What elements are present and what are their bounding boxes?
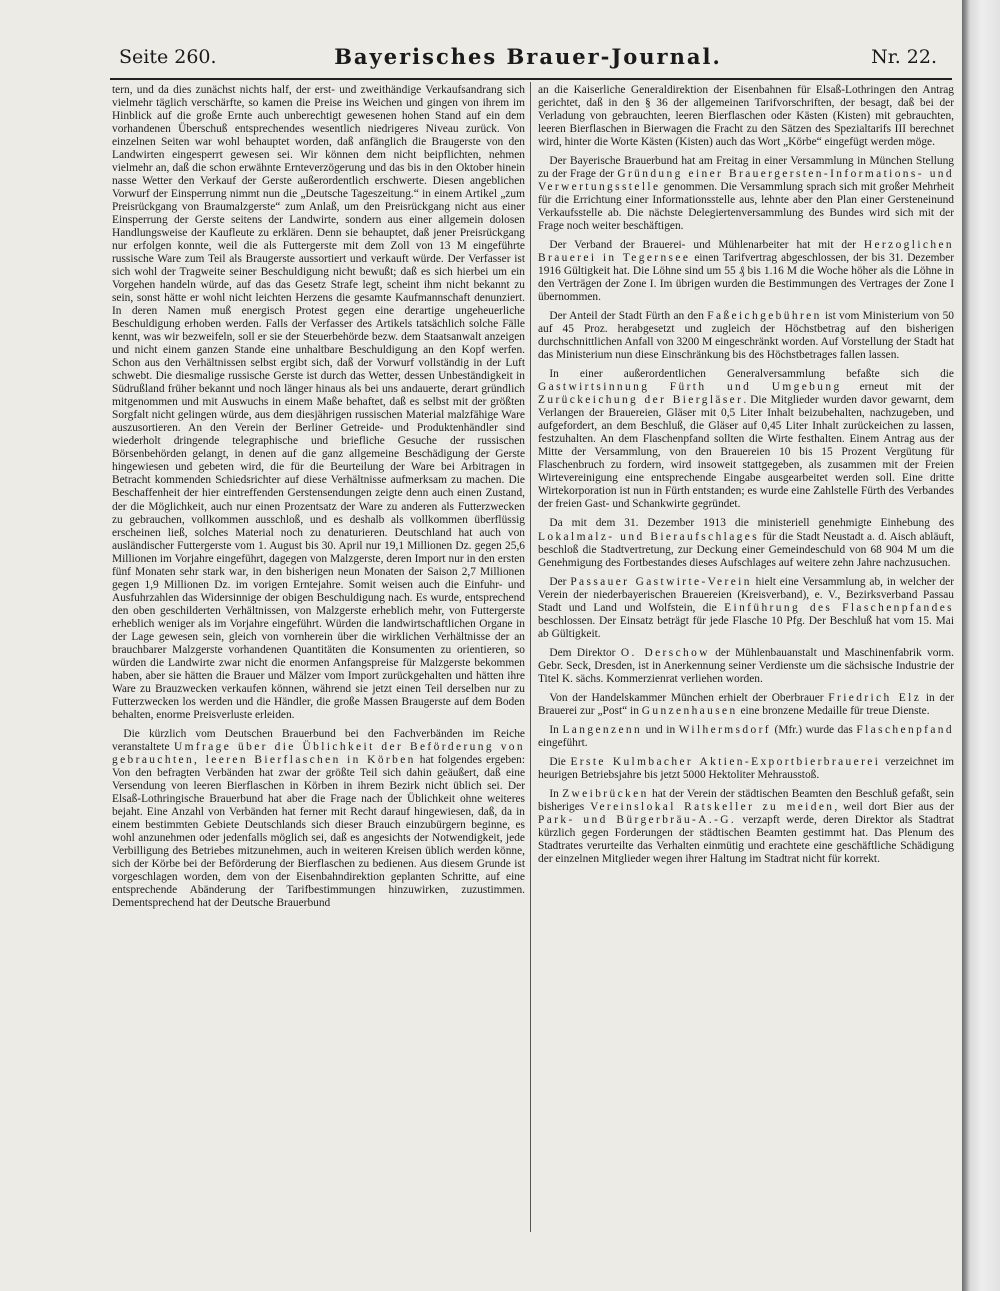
column-divider [530,82,531,1232]
page-number: Seite 260. [119,46,217,68]
paragraph: Der Bayerische Brauerbund hat am Freitag in einer Versammlung in München Stellung zu der Frage der Gründung einer Brauergersten-Informations- und Verwertungsstelle genommen. Die Versammlung sprach sich mit großer Mehrheit für die Errichtung einer Informationsstelle aus, lehnte aber den Plan einer Gersteneinund Verkaufsstelle ab. Die nächste Delegiertenversammlung des Bundes wird sich mit der Frage noch weiter beschäftigen. [538,155,954,233]
paragraph: Die kürzlich vom Deutschen Brauerbund bei den Fachverbänden im Reiche veranstaltete Umfrage über die Üblichkeit der Beförderung von gebrauchten, leeren Bierflaschen in Körben hat folgendes ergeben: Von den befragten Verbänden hat zwar der größte Teil sich dahin geäußert, daß eine Versendung von leeren Bierflaschen in Körben in ihrem Bezirk nicht üblich sei. Der Elsaß-Lothringische Brauerbund hat aber die Frage nach der Üblichkeit ohne weiteres bejaht. Eine Anzahl von Verbänden hat ferner mit Recht darauf hingewiesen, daß, da in einem bestimmten Gebiete Deutschlands sich dieser Brauch einzubürgern beginne, es wohl anzunehmen oder jedenfalls möglich sei, daß es angesichts der Notwendigkeit, jede Verbilligung des Betriebes mitzunehmen, auch in weiteren Kreisen üblich werden könne, sich der Körbe bei der Beförderung der Bierflaschen zu bedienen. Aus diesem Grunde ist vorgeschlagen worden, dem von der Eisenbahndirektion geplanten Schritte, auf eine entsprechende Abänderung der Tarifbestimmungen hinzuwirken, zuzustimmen. Dementsprechend hat der Deutsche Brauerbund [112,727,525,909]
paragraph: In Zweibrücken hat der Verein der städtischen Beamten den Beschluß gefaßt, sein bisheriges Vereinslokal Ratskeller zu meiden, weil dort Bier aus der Park- und Bürgerbräu-A.-G. verzapft werde, deren Direktor als Stadtrat kürzlich gegen Forderungen der städtischen Beamten gestimmt hat. Das Plenum des Stadtrates verurteilte das Verhalten einmütig und erachtete eine geschäftliche Schädigung der einzelnen Mitglieder wegen ihrer Haltung im Stadtrat nicht für korrekt. [538,787,954,865]
paragraph: an die Kaiserliche Generaldirektion der Eisenbahnen für Elsaß-Lothringen den Antrag gerichtet, daß in den § 36 der allgemeinen Tarifvorschriften, der besagt, daß bei der Verladung von gebrauchten, leeren Bierflaschen oder Kästen (Kisten) mit gebrauchten, leeren Bierflaschen in Bierwagen die Fracht zu den Sätzen des Spezialtarifs III berechnet wird, hinter die Worte Kästen (Kisten) auch das Wort „Körbe“ eingefügt werden möge. [538,84,954,149]
paragraph: Da mit dem 31. Dezember 1913 die ministeriell genehmigte Einhebung des Lokalmalz- und Bieraufschlages für die Stadt Neustadt a. d. Aisch abläuft, beschloß die Stadtvertretung, zur Deckung einer Gemeindeschuld von 68 904 M um die Genehmigung des Fortbestandes dieses Aufschlages auf weitere zehn Jahre nachzusuchen. [538,517,954,569]
paragraph: tern, und da dies zunächst nichts half, der erst- und zweithändige Verkaufsandrang sich vielmehr täglich verschärfte, so kamen die Preise ins Weichen und gingen von ihrem im Hinblick auf die große Ernte auch unberechtigt gewesenen hohen Stand auf ein dem vorhandenen Überschuß entsprechendes wesentlich niedrigeres Niveau zurück. Von einzelnen Seiten war wohl behauptet worden, daß anfänglich die Braugerste von den Landwirten eingesperrt gewesen sei. Wir können dem nicht beipflichten, nehmen vielmehr an, daß die schon erwähnte Ernteverzögerung und das bis in den Oktober hinein nasse Wetter den Verkauf der Gerste außerordentlich erschwerte. Diesen angeblichen Vorwurf der Einsperrung nimmt nun die „Deutsche Tageszeitung.“ in einem Artikel „zum Preisrückgang von Braumalzgerste“ zum Anlaß, um den Preisrückgang nicht aus einer Einsperrung der Gerste seitens der Landwirte, sondern aus einer allgemein dolosen Handlungsweise der Kaufleute zu erklären. Denn sie behauptet, daß jener Preisrückgang nur erfolgen konnte, weil die als Futtergerste mit dem Zoll von 13 M eingeführte russische Ware zum Teil als Braugerste aussortiert und verkauft würde. Der Verfasser ist sich wohl der Tragweite seiner Beschuldigung nicht bewußt; daß es sich hierbei um ein Vorgehen handeln würde, auf das das Gesetz Strafe legt, scheint ihm nicht bekannt zu sein, sonst hätte er wohl nicht leichten Herzens die gesamte Kaufmannschaft denunziert. In deren Namen muß energisch Protest gegen eine derartige ungeheuerliche Beschuldigung erhoben werden. Falls der Verfasser des Artikels tatsächlich solche Fälle kennt, was wir bezweifeln, soll er sie der Steuerbehörde bezw. dem Staatsanwalt anzeigen und nicht einem ganzen Stande eine unhaltbare Beschuldigung an den Kopf werfen. Schon aus den Verhältnissen selbst ergibt sich, daß der Vorwurf vollständig in der Luft schwebt. Die diesmalige russische Gerste ist durch das Wetter, dessen Unbeständigkeit in Südrußland früher bekannt und noch länger hinaus als bei uns andauerte, derart gründlich mitgenommen und mit Auswuchs in einem Maße behaftet, daß es selbst mit der größten Sorgfalt nicht gelingen würde, aus dem diesjährigen russischen Material malzfähige Ware auszusortieren. An den Verein der Berliner Getreide- und Produktenhändler sind wiederholt dringende telegraphische und briefliche Gesuche der russischen Börsenbehörden gelangt, in denen auf die ganz allgemeine Beschädigung der Gerste hingewiesen und gebeten wird, die für die Beurteilung der Ware bei Arbitragen in Betracht kommenden Schiedsrichter auf diese Verhältnisse aufmerksam zu machen. Die Beschaffenheit der hier eintreffenden Gerstensendungen zeigte denn auch einen Zustand, der die Möglichkeit, auch nur einen Prozentsatz der Ware zu anderen als Futterzwecken zu gebrauchen, vollkommen ausschloß, und es deshalb als vollkommen überflüssig erscheinen ließ, solches Material noch zu denaturieren. Deutschland hat auch von ausländischer Futtergerste vom 1. August bis 30. April nur 19,1 Millionen Dz. gegen 25,6 Millionen im Vorjahre eingeführt, dagegen von Malzgerste, deren Import nur in den ersten fünf Monaten sehr stark war, in den bisherigen neun Monaten der Saison 2,7 Millionen gegen 1,9 Millionen Dz. im vorigen Erntejahre. Somit weisen auch die Einfuhr- und Ausfuhrzahlen das Widersinnige der obigen Beschuldigung nach. Es wurde, entsprechend den oben geschilderten Verhältnissen, von Malzgerste erheblich mehr, von Futtergerste erheblich weniger als im Vorjahre eingeführt. Würden die landwirtschaftlichen Organe in der Lage gewesen sein, gleich von vornherein über die wirklichen Verhältnisse der an brauchbarer Malzgerste vorhandenen Quantitäten die Konsumenten zu orientieren, so würden die Landwirte zwar nicht die enormen Anfangspreise für Malzgerste bekommen haben, aber sie hätten die Brauer und Mälzer vom Import zurückgehalten und hätten ihre Ware zu Brauzwecken verkaufen können, während sie jetzt einen Teil derselben nur zu Futterzwecken los werden und die Händler, die große Massen Braugerste auf dem Boden behalten, enorme Preisverluste erleiden. [112,84,525,721]
paragraph: Von der Handelskammer München erhielt der Oberbrauer Friedrich Elz in der Brauerei zur „Post“ in Gunzenhausen eine bronzene Medaille für treue Dienste. [538,691,954,717]
page-edge-shadow [962,0,1000,1291]
paragraph: Der Passauer Gastwirte-Verein hielt eine Versammlung ab, in welcher der Verein der niederbayerischen Brauereien (Kreisverband), e. V., Bezirksverband Passau Stadt und Land und Wolfstein, die Einführung des Flaschenpfandes beschlossen. Der Einsatz beträgt für jede Flasche 10 Pfg. Der Beschluß hat vom 15. Mai ab Gültigkeit. [538,575,954,640]
left-column [112,84,525,1234]
journal-title: Bayerisches Brauer-Journal. [334,44,722,69]
issue-number: Nr. 22. [871,46,937,68]
header-rule [110,78,952,80]
paragraph: Dem Direktor O. Derschow der Mühlenbauanstalt und Maschinenfabrik vorm. Gebr. Seck, Dresden, ist in Anerkennung seiner Verdienste um die sächsische Industrie der Titel K. sächs. Kommerzienrat verliehen worden. [538,646,954,685]
paragraph: In einer außerordentlichen Generalversammlung befaßte sich die Gastwirtsinnung Fürth und Umgebung erneut mit der Zurückeichung der Biergläser. Die Mitglieder wurden davor gewarnt, dem Verlangen der Brauereien, Gläser mit 0,5 Liter Inhalt beizubehalten, nachzugeben, und aufgefordert, an dem Beschluß, die Gläser auf 0,45 Liter Inhalt zurückeichen zu lassen, festzuhalten. An dem Flaschenpfand sollten die Wirte festhalten. Einem Antrag aus der Mitte der Versammlung, von den Brauereien 10 bis 15 Prozent Vergütung für Flaschenbruch zu fordern, wird insoweit stattgegeben, als zusammen mit der Freien Wirtevereinigung eine entsprechende Eingabe ausgearbeitet werden soll. Eine dritte Wirtekorporation ist nun in Fürth entstanden; es wurde eine Zahlstelle Fürth des Verbandes der freien Gast- und Schankwirte gegründet. [538,368,954,511]
paragraph: Der Verband der Brauerei- und Mühlenarbeiter hat mit der Herzoglichen Brauerei in Tegernsee einen Tarifvertrag abgeschlossen, der bis 31. Dezember 1916 Gültigkeit hat. Die Löhne sind um 55 ₰ bis 1.16 M die Woche höher als die Löhne in den Verträgen der Zone I. Im übrigen wurden die Bestimmungen des Vertrages der Zone I übernommen. [538,239,954,304]
paragraph: Der Anteil der Stadt Fürth an den Faßeichgebühren ist vom Ministerium von 50 auf 45 Proz. herabgesetzt und zugleich der Höchstbetrag auf den bisherigen durchschnittlichen Anfall von 3200 M eingeschränkt worden. Auf Vorstellung der Stadt hat das Ministerium nun diese Einschränkung bis des Höchstbetrages fallen lassen. [538,310,954,362]
paragraph: Die Erste Kulmbacher Aktien-Exportbierbrauerei verzeichnet im heurigen Betriebsjahre bis jetzt 5000 Hektoliter Mehrausstoß. [538,755,954,781]
page-header [113,46,943,76]
paragraph: In Langenzenn und in Wilhermsdorf (Mfr.) wurde das Flaschenpfand eingeführt. [538,723,954,749]
right-column [538,84,954,1234]
